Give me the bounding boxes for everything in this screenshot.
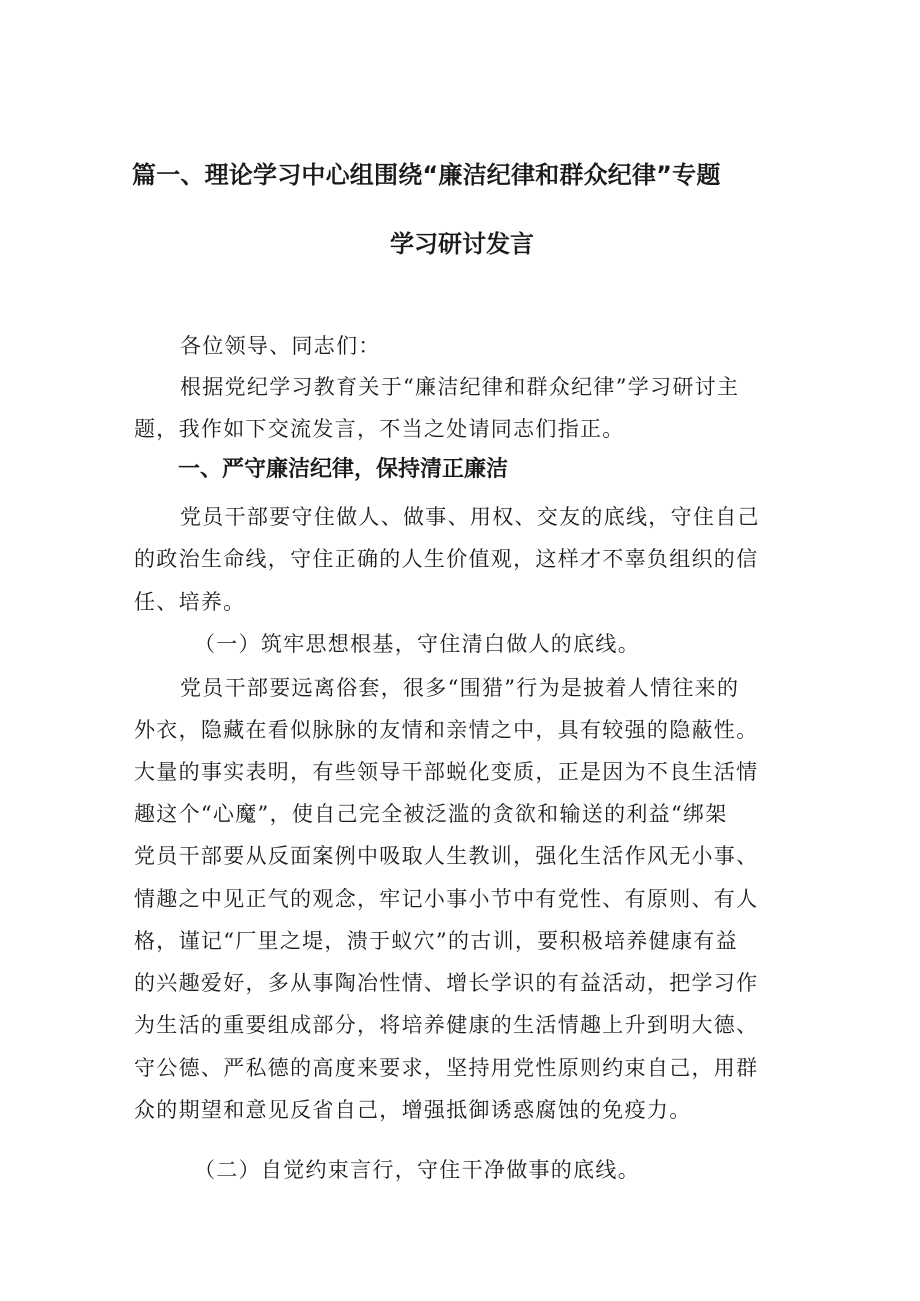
para1-line-3: 任、培养。 bbox=[134, 590, 246, 614]
para2-line-9: 为生活的重要组成部分，将培养健康的生活情趣上升到明大德、 bbox=[134, 1013, 759, 1037]
intro-line-1: 根据党纪学习教育关于“廉洁纪律和群众纪律”学习研讨主 bbox=[180, 375, 740, 399]
intro-line-2: 题，我作如下交流发言，不当之处请同志们指正。 bbox=[134, 417, 625, 441]
para2-line-10: 守公德、严私德的高度来要求，坚持用党性原则约束自己，用群 bbox=[134, 1056, 759, 1080]
para2-line-11: 众的期望和意见反省自己，增强抵御诱惑腐蚀的免疫力。 bbox=[134, 1098, 692, 1122]
para2-line-1: 党员干部要远离俗套，很多“围猎”行为是披着人情往来的 bbox=[180, 676, 740, 700]
para2-line-6: 情趣之中见正气的观念，牢记小事小节中有党性、有原则、有人 bbox=[134, 887, 759, 911]
document-title-line-2: 学习研讨发言 bbox=[390, 230, 534, 258]
para2-line-5: 党员干部要从反面案例中吸取人生教训，强化生活作风无小事、 bbox=[134, 844, 759, 868]
para2-line-2: 外衣，隐藏在看似脉脉的友情和亲情之中，具有较强的隐蔽性。 bbox=[134, 718, 759, 742]
document-title-line-1: 篇一、理论学习中心组围绕“廉洁纪律和群众纪律”专题 bbox=[132, 161, 721, 189]
para1-line-1: 党员干部要守住做人、做事、用权、交友的底线，守住自己 bbox=[180, 505, 760, 529]
para1-line-2: 的政治生命线，守住正确的人生价值观，这样才不辜负组织的信 bbox=[134, 547, 759, 571]
para2-line-7: 格，谨记“厂里之堤，溃于蚁穴”的古训，要积极培养健康有益 bbox=[134, 929, 738, 953]
greeting: 各位领导、同志们： bbox=[180, 334, 381, 358]
para2-line-4: 趣这个“心魔”，使自己完全被泛滥的贪欲和输送的利益“绑架 bbox=[134, 802, 728, 826]
subheading-1: （一）筑牢思想根基，守住清白做人的底线。 bbox=[194, 632, 640, 656]
section-heading-1: 一、严守廉洁纪律，保持清正廉洁 bbox=[178, 457, 509, 482]
para2-line-8: 的兴趣爱好，多从事陶冶性情、增长学识的有益活动，把学习作 bbox=[134, 971, 759, 995]
subheading-2: （二）自觉约束言行，守住干净做事的底线。 bbox=[194, 1158, 640, 1182]
para2-line-3: 大量的事实表明，有些领导干部蜕化变质，正是因为不良生活情 bbox=[134, 760, 759, 784]
